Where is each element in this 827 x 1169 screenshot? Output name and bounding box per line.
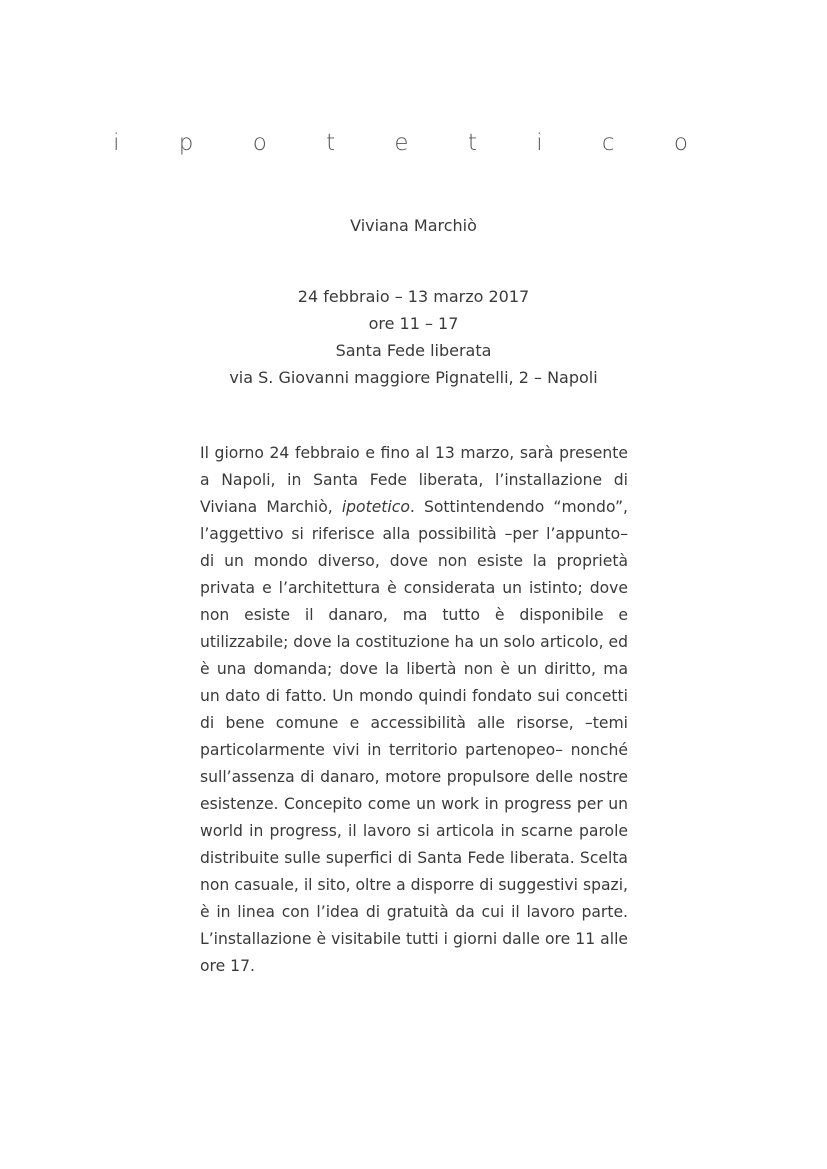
body-text-part-1: Il giorno 24 febbraio e fino al 13 marzo, sarà presente a Napoli, in Santa Fede liberata, l’installazione di Viviana Marchiò, <box>200 444 628 516</box>
body-text-part-2: . Sottintendendo “mondo”, l’aggettivo si riferisce alla possibilità –per l’appunto– di un mondo diverso, dove non esiste la proprietà privata e l’architettura è considerata un istinto; dove non esiste il danaro, ma tutto è disponibile e utilizzabile; dove la costituzione ha un solo articolo, ed è una domanda; dove la libertà non è un diritto, ma un dato di fatto. Un mondo quindi fondato sui concetti di bene comune e accessibilità alle risorse, –temi particolarmente vivi in territorio partenopeo– nonché sull’assenza di danaro, motore propulsore delle nostre esistenze. Concepito come un work in progress per un world in progress, il lavoro si articola in scarne parole distribuite sulle superfici di Santa Fede liberata. Scelta non casuale, il sito, oltre a disporre di suggestivi spazi, è in linea con l’idea di gratuità da cui il lavoro parte. L’installazione è visitabile tutti i giorni dalle ore 11 alle ore 17. <box>200 498 628 975</box>
body-italic-title: ipotetico <box>341 498 410 516</box>
exhibition-address: via S. Giovanni maggiore Pignatelli, 2 – Napoli <box>229 368 598 387</box>
exhibition-info <box>0 283 827 391</box>
artist-name: Viviana Marchiò <box>350 216 477 235</box>
exhibition-title: i p o t e t i c o <box>113 130 714 156</box>
exhibition-venue: Santa Fede liberata <box>335 341 492 360</box>
press-release-text <box>200 440 628 980</box>
exhibition-hours: ore 11 – 17 <box>368 314 459 333</box>
body-paragraph <box>200 440 628 980</box>
exhibition-dates: 24 febbraio – 13 marzo 2017 <box>297 287 530 306</box>
